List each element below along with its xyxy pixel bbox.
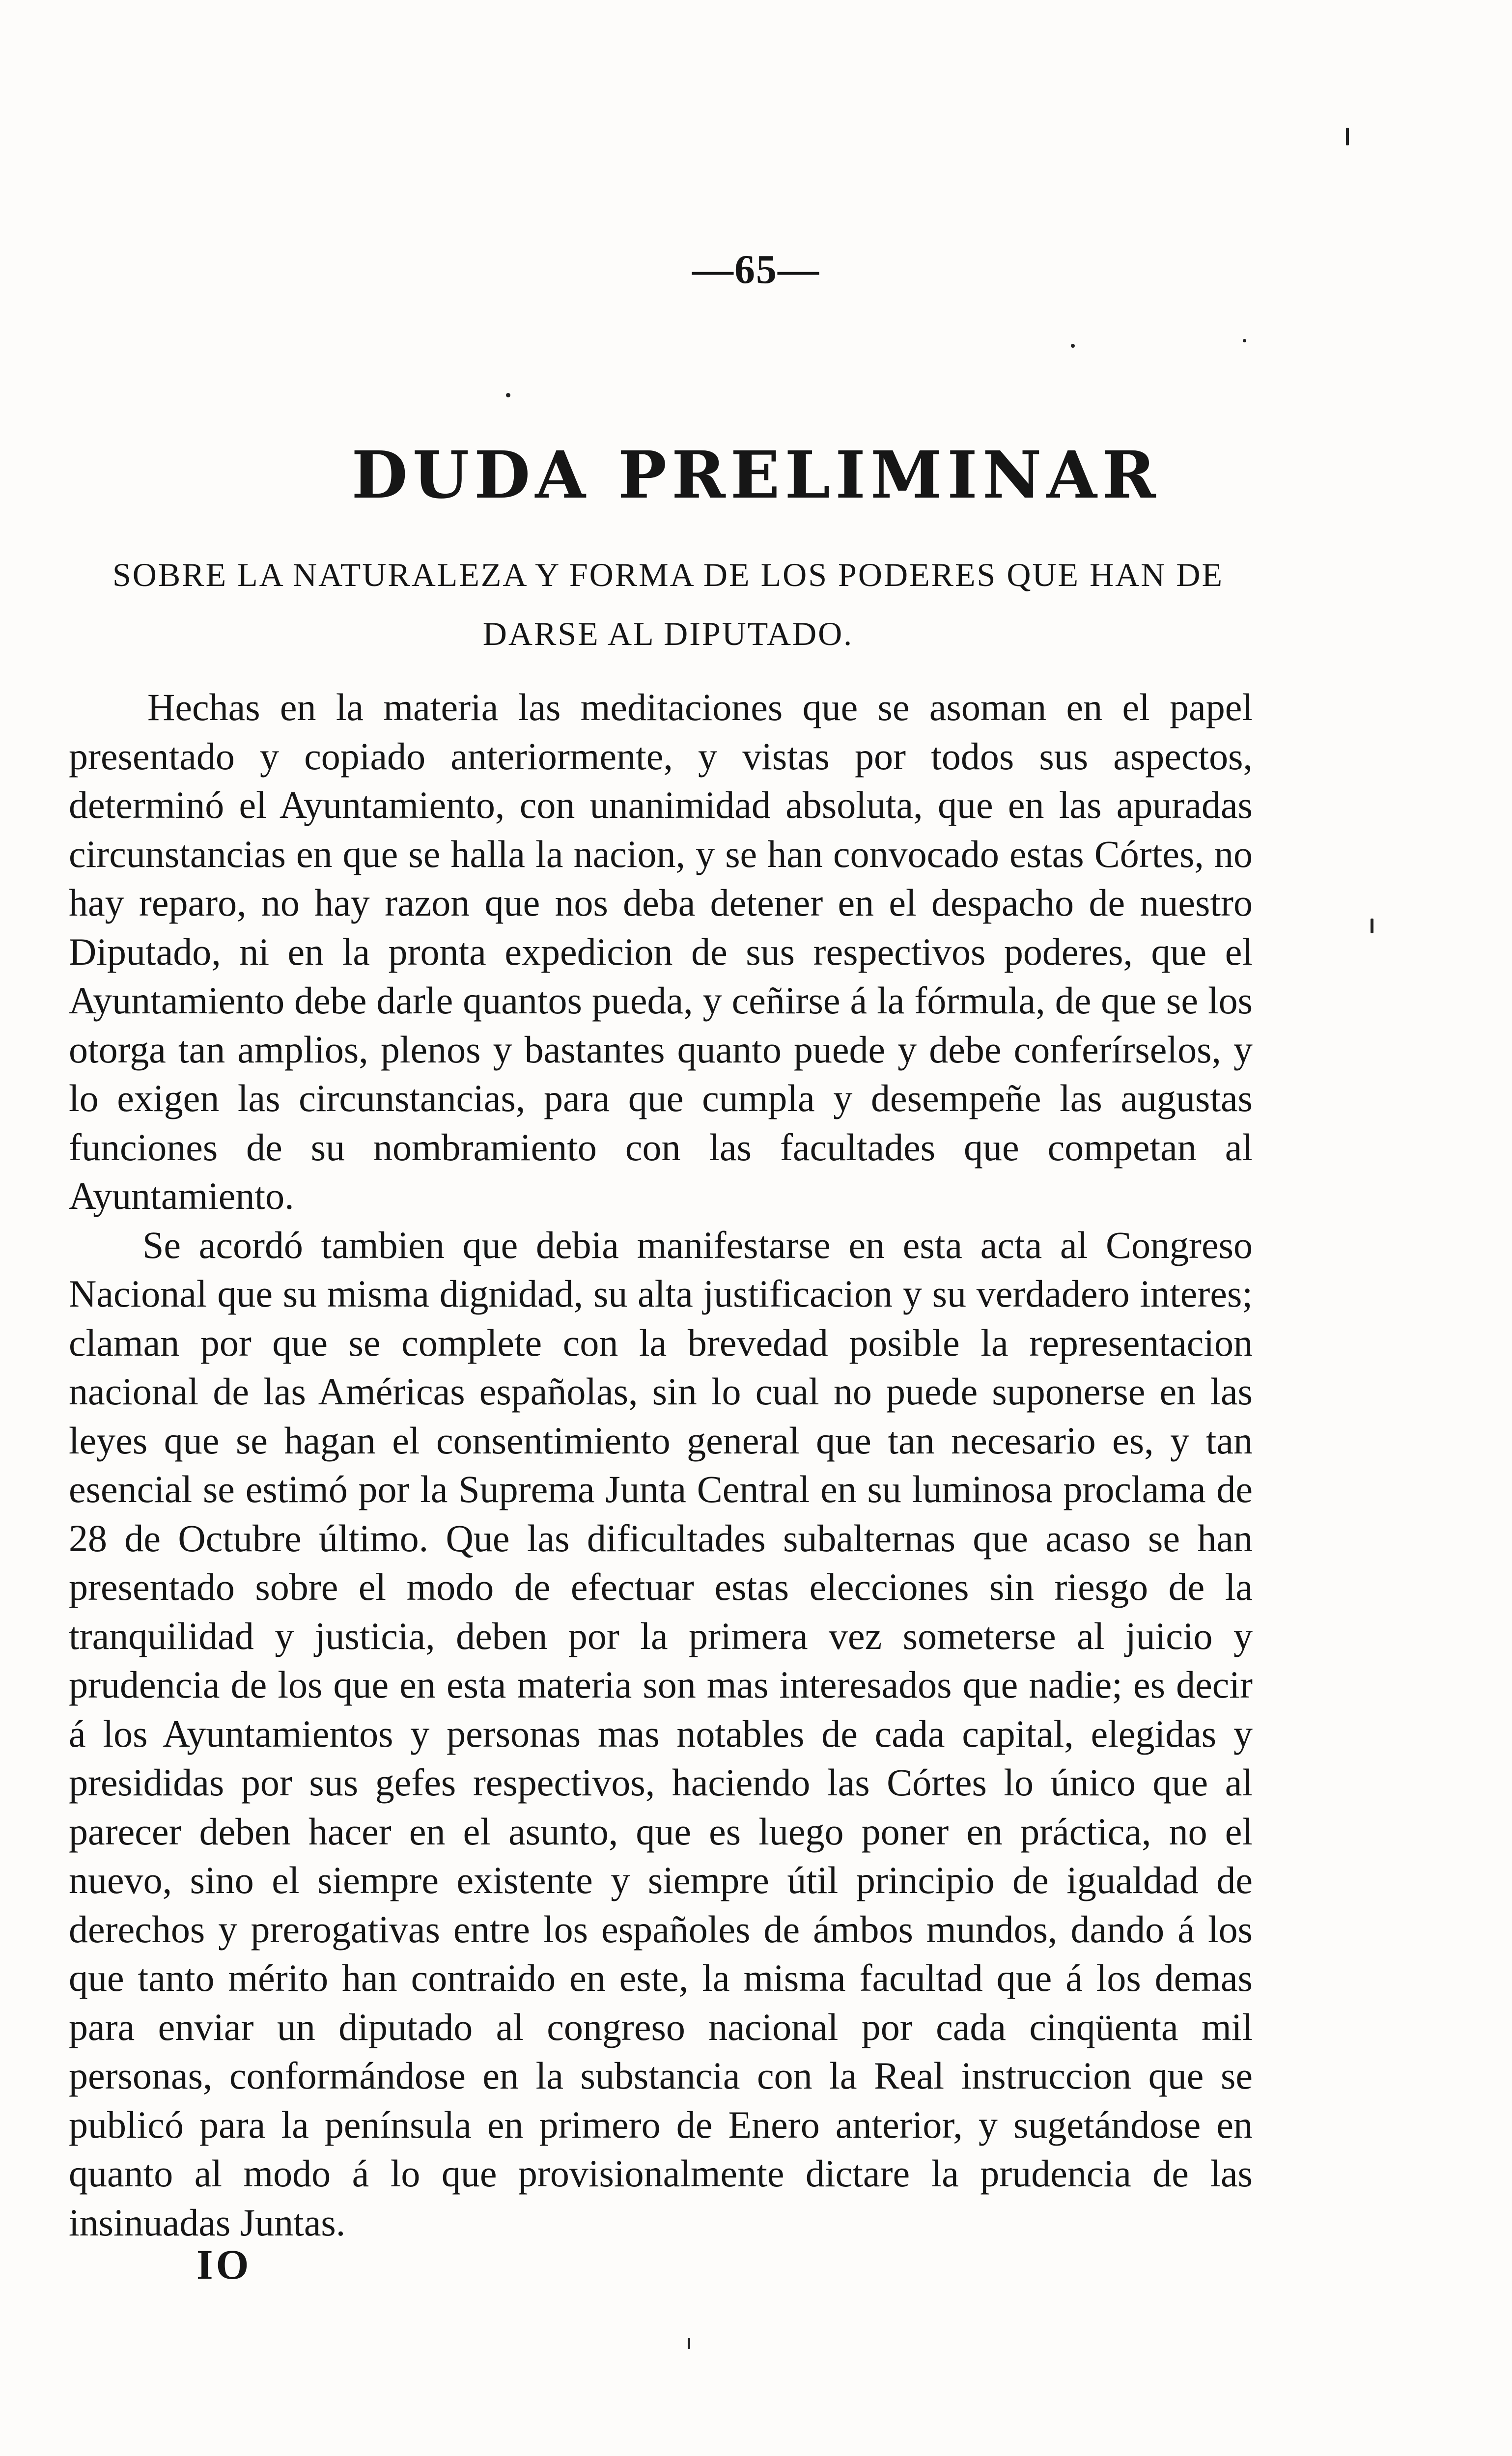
body-text: [69, 683, 1253, 2247]
page-number: —65—: [692, 247, 820, 292]
print-speck: [1071, 344, 1075, 348]
paragraph: Hechas en la materia las meditaciones que se asoman en el papel presentado y copiado anteriormente, y vistas por todos sus aspectos, determinó el Ayuntamiento, con unanimidad absoluta, que en las apuradas circunstancias en que se halla la nacion, y se han convocado estas Córtes, no hay reparo, no hay razon que nos deba detener en el despacho de nuestro Diputado, ni en la pronta expedicion de sus respectivos poderes, que el Ayuntamiento debe darle quantos pueda, y ceñirse á la fórmula, de que se los otorga tan amplios, plenos y bastantes quanto puede y debe conferírselos, y lo exigen las circunstancias, para que cumpla y desempeñe las augustas funciones de su nombramiento con las facultades que competan al Ayuntamiento.: [69, 686, 1253, 1217]
paragraph: Se acordó tambien que debia manifestarse en esta acta al Congreso Nacional que su misma dignidad, su alta justificacion y su verdadero interes; claman por que se complete con la brevedad posible la representacion nacional de las Américas españolas, sin lo cual no puede suponerse en las leyes que se hagan el consentimiento general que tan necesario es, y tan esencial se estimó por la Suprema Junta Central en su luminosa proclama de 28 de Octubre último. Que las dificultades subalternas que acaso se han presentado sobre el modo de efectuar estas elecciones sin riesgo de la tranquilidad y justicia, deben por la primera vez someterse al juicio y prudencia de los que en esta materia son mas interesados que nadie; es decir á los Ayuntamientos y personas mas notables de cada capital, elegidas y presididas por sus gefes respectivos, haciendo las Córtes lo único que al parecer deben hacer en el asunto, que es luego poner en práctica, no el nuevo, sino el siempre existente y siempre útil principio de igualdad de derechos y prerogativas entre los españoles de ámbos mundos, dando á los que tanto mérito han contraido en este, la misma facultad que á los demas para enviar un diputado al congreso nacional por cada cinqüenta mil personas, conformándose en la substancia con la Real instruccion que se publicó para la península en primero de Enero anterior, y sugetándose en quanto al modo á lo que provisionalmente dictare la prudencia de las insinuadas Juntas.: [69, 1223, 1253, 2244]
signature-mark: IO: [196, 2241, 252, 2288]
section-subtitle: SOBRE LA NATURALEZA Y FORMA DE LOS PODERES QUE HAN DE DARSE AL DIPUTADO.: [112, 556, 1224, 652]
print-speck: [506, 393, 510, 397]
print-speck: [1346, 128, 1349, 145]
print-speck: [1243, 339, 1246, 342]
print-speck: [1371, 919, 1373, 933]
print-speck: [688, 2338, 690, 2349]
section-title: DUDA PRELIMINAR: [351, 437, 1161, 513]
